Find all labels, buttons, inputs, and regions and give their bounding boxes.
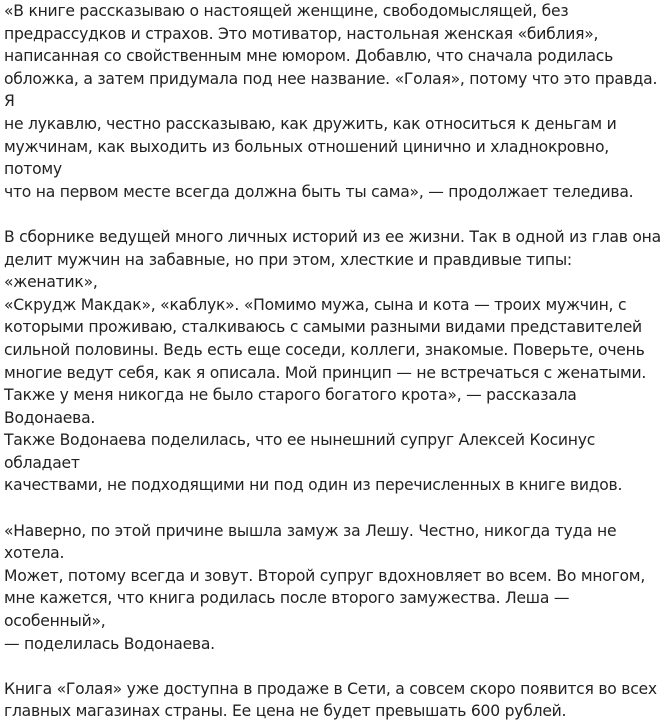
paragraph-second-husband: «Наверно, по этой причине вышла замуж за Лешу. Честно, никогда туда не хотела. Может, потому всегда и зовут. Второй супруг вдохновляет во всем. Во многом, мне кажется, что книга родилась после второго замужества. Леша — особенный», — поделилась Водонаева. <box>4 521 646 653</box>
paragraph-availability: Книга «Голая» уже доступна в продаже в Сети, а совсем скоро появится во всех главных магазинах страны. Ее цена не будет превышать 600 рублей. <box>4 679 657 721</box>
paragraph-personal-stories: В сборнике ведущей много личных историй из ее жизни. Так в одной из глав она делит мужчин на забавные, но при этом, хлесткие и правдивые типы: «женатик», «Скрудж Макдак», «каблук». «Помимо мужа, сына и кота — троих мужчин, с которыми проживаю, сталкиваюсь с самыми разными видами представителей сильной половины. Ведь есть еще соседи, коллеги, знакомые. Поверьте, очень многие ведут себя, как я описала. Мой принцип — не встречаться с женатыми. Также у меня никогда не было старого богатого крота», — рассказала Водонаева. Также Водонаева поделилась, что ее нынешний супруг Алексей Косинус обладает качествами, не подходящими ни под один из перечисленных в книге видов. <box>4 227 661 495</box>
paragraph-quote-intro: «В книге рассказываю о настоящей женщине, свободомыслящей, без предрассудков и страхов. Это мотиватор, настольная женская «библия», написанная со свойственным мне юмором. Добавлю, что сначала родилась обложка, а затем придумала под нее название. «Голая», потому что это правда. Я не лукавлю, честно рассказываю, как дружить, как относиться к деньгам и мужчинам, как выходить из больных отношений цинично и хладнокровно, потому что на первом месте всегда должна быть ты сама», — продолжает теледива. <box>4 2 658 201</box>
